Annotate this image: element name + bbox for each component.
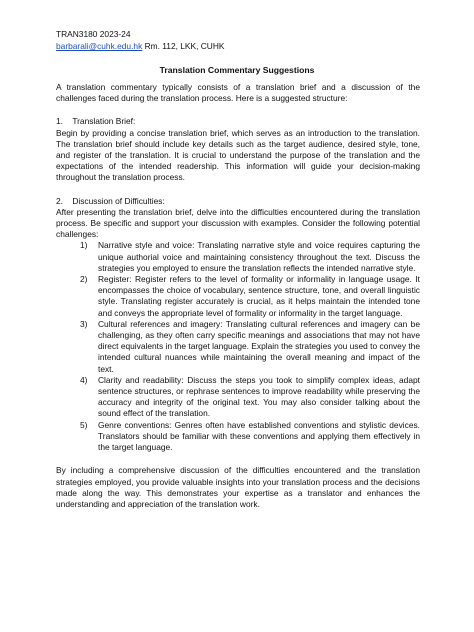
item-text: Narrative style and voice: Translating narrative style and voice requires capturing the unique authorial voice and maintaining consistency throughout the text. Discuss the strategies you employed to ensure the translation reflects the intended narrative style. — [98, 240, 420, 273]
section-number: 2. — [56, 195, 63, 206]
item-number: 2) — [80, 274, 88, 285]
document-body — [56, 82, 420, 510]
item-text: Genre conventions: Genres often have established conventions and stylistic devices. Translators should be familiar with these conventions and applying them effectively in the target language. — [98, 419, 420, 453]
section-title: Discussion of Difficulties: — [72, 195, 165, 206]
email-link[interactable]: barbarali@cuhk.edu.hk — [56, 41, 143, 51]
section-translation-brief — [56, 116, 420, 183]
item-text: Clarity and readability: Discuss the steps you took to simplify complex ideas, adapt sentence structures, or rephrase sentences to improve readability while preserving the accuracy and integrity of the original text. You may also consider talking about the sound effect of the translation. — [98, 374, 420, 419]
item-number: 4) — [80, 374, 88, 385]
item-text: Cultural references and imagery: Translating cultural references and imagery can be challenging, as they often carry specific meanings and associations that may not have direct equivalents in the target language. Explain the strategies you used to convey the intended cultural nuances while maintaining the overall meaning and impact of the text. — [98, 318, 420, 374]
course-code: TRAN3180 2023-24 — [56, 29, 131, 39]
section-title: Translation Brief: — [72, 116, 136, 127]
list-item — [80, 375, 420, 420]
item-number: 3) — [80, 318, 88, 329]
section-heading — [56, 116, 420, 127]
list-item — [80, 420, 420, 454]
section-number: 1. — [56, 116, 63, 127]
intro-paragraph: A translation commentary typically consists of a translation brief and a discussion of the challenges faced during the translation process. Here is a suggested structure: — [56, 82, 420, 104]
item-text: Register: Register refers to the level of formality or informality in language usage. It encompasses the choice of vocabulary, sentence structure, tone, and overall linguistic style. Translating register accurately is crucial, as it helps maintain the intended tone and conveys the appropriate level of formality or informality in the target language. — [98, 274, 420, 318]
list-item — [80, 240, 420, 274]
document-header — [56, 28, 225, 52]
section-heading — [56, 196, 420, 207]
item-number: 1) — [80, 240, 88, 251]
section-text: Begin by providing a concise translation brief, which serves as an introduction to the translation. The translation brief should include key details such as the target audience, desired style, tone, and register of the translation. It is crucial to understand the purpose of the translation and the expectations of the intended readership. This information will guide your decision-making throughout the translation process. — [56, 127, 420, 183]
page-title: Translation Commentary Suggestions — [159, 65, 315, 75]
conclusion-paragraph: By including a comprehensive discussion of the difficulties encountered and the translation strategies employed, you provide valuable insights into your translation process and the decisions made along the way. This demonstrates your expertise as a translator and enhances the understanding and appreciation of the translation work. — [56, 465, 420, 509]
contact-line — [56, 40, 225, 52]
list-item — [80, 319, 420, 375]
room-info: Rm. 112, LKK, CUHK — [144, 41, 225, 51]
section-discussion-of-difficulties — [56, 196, 420, 454]
challenges-list — [56, 240, 420, 453]
item-number: 5) — [80, 419, 88, 430]
list-item — [80, 274, 420, 319]
section-text: After presenting the translation brief, delve into the difficulties encountered during the translation process. Be specific and support your discussion with examples. Consider the following potential challenges: — [56, 206, 420, 240]
